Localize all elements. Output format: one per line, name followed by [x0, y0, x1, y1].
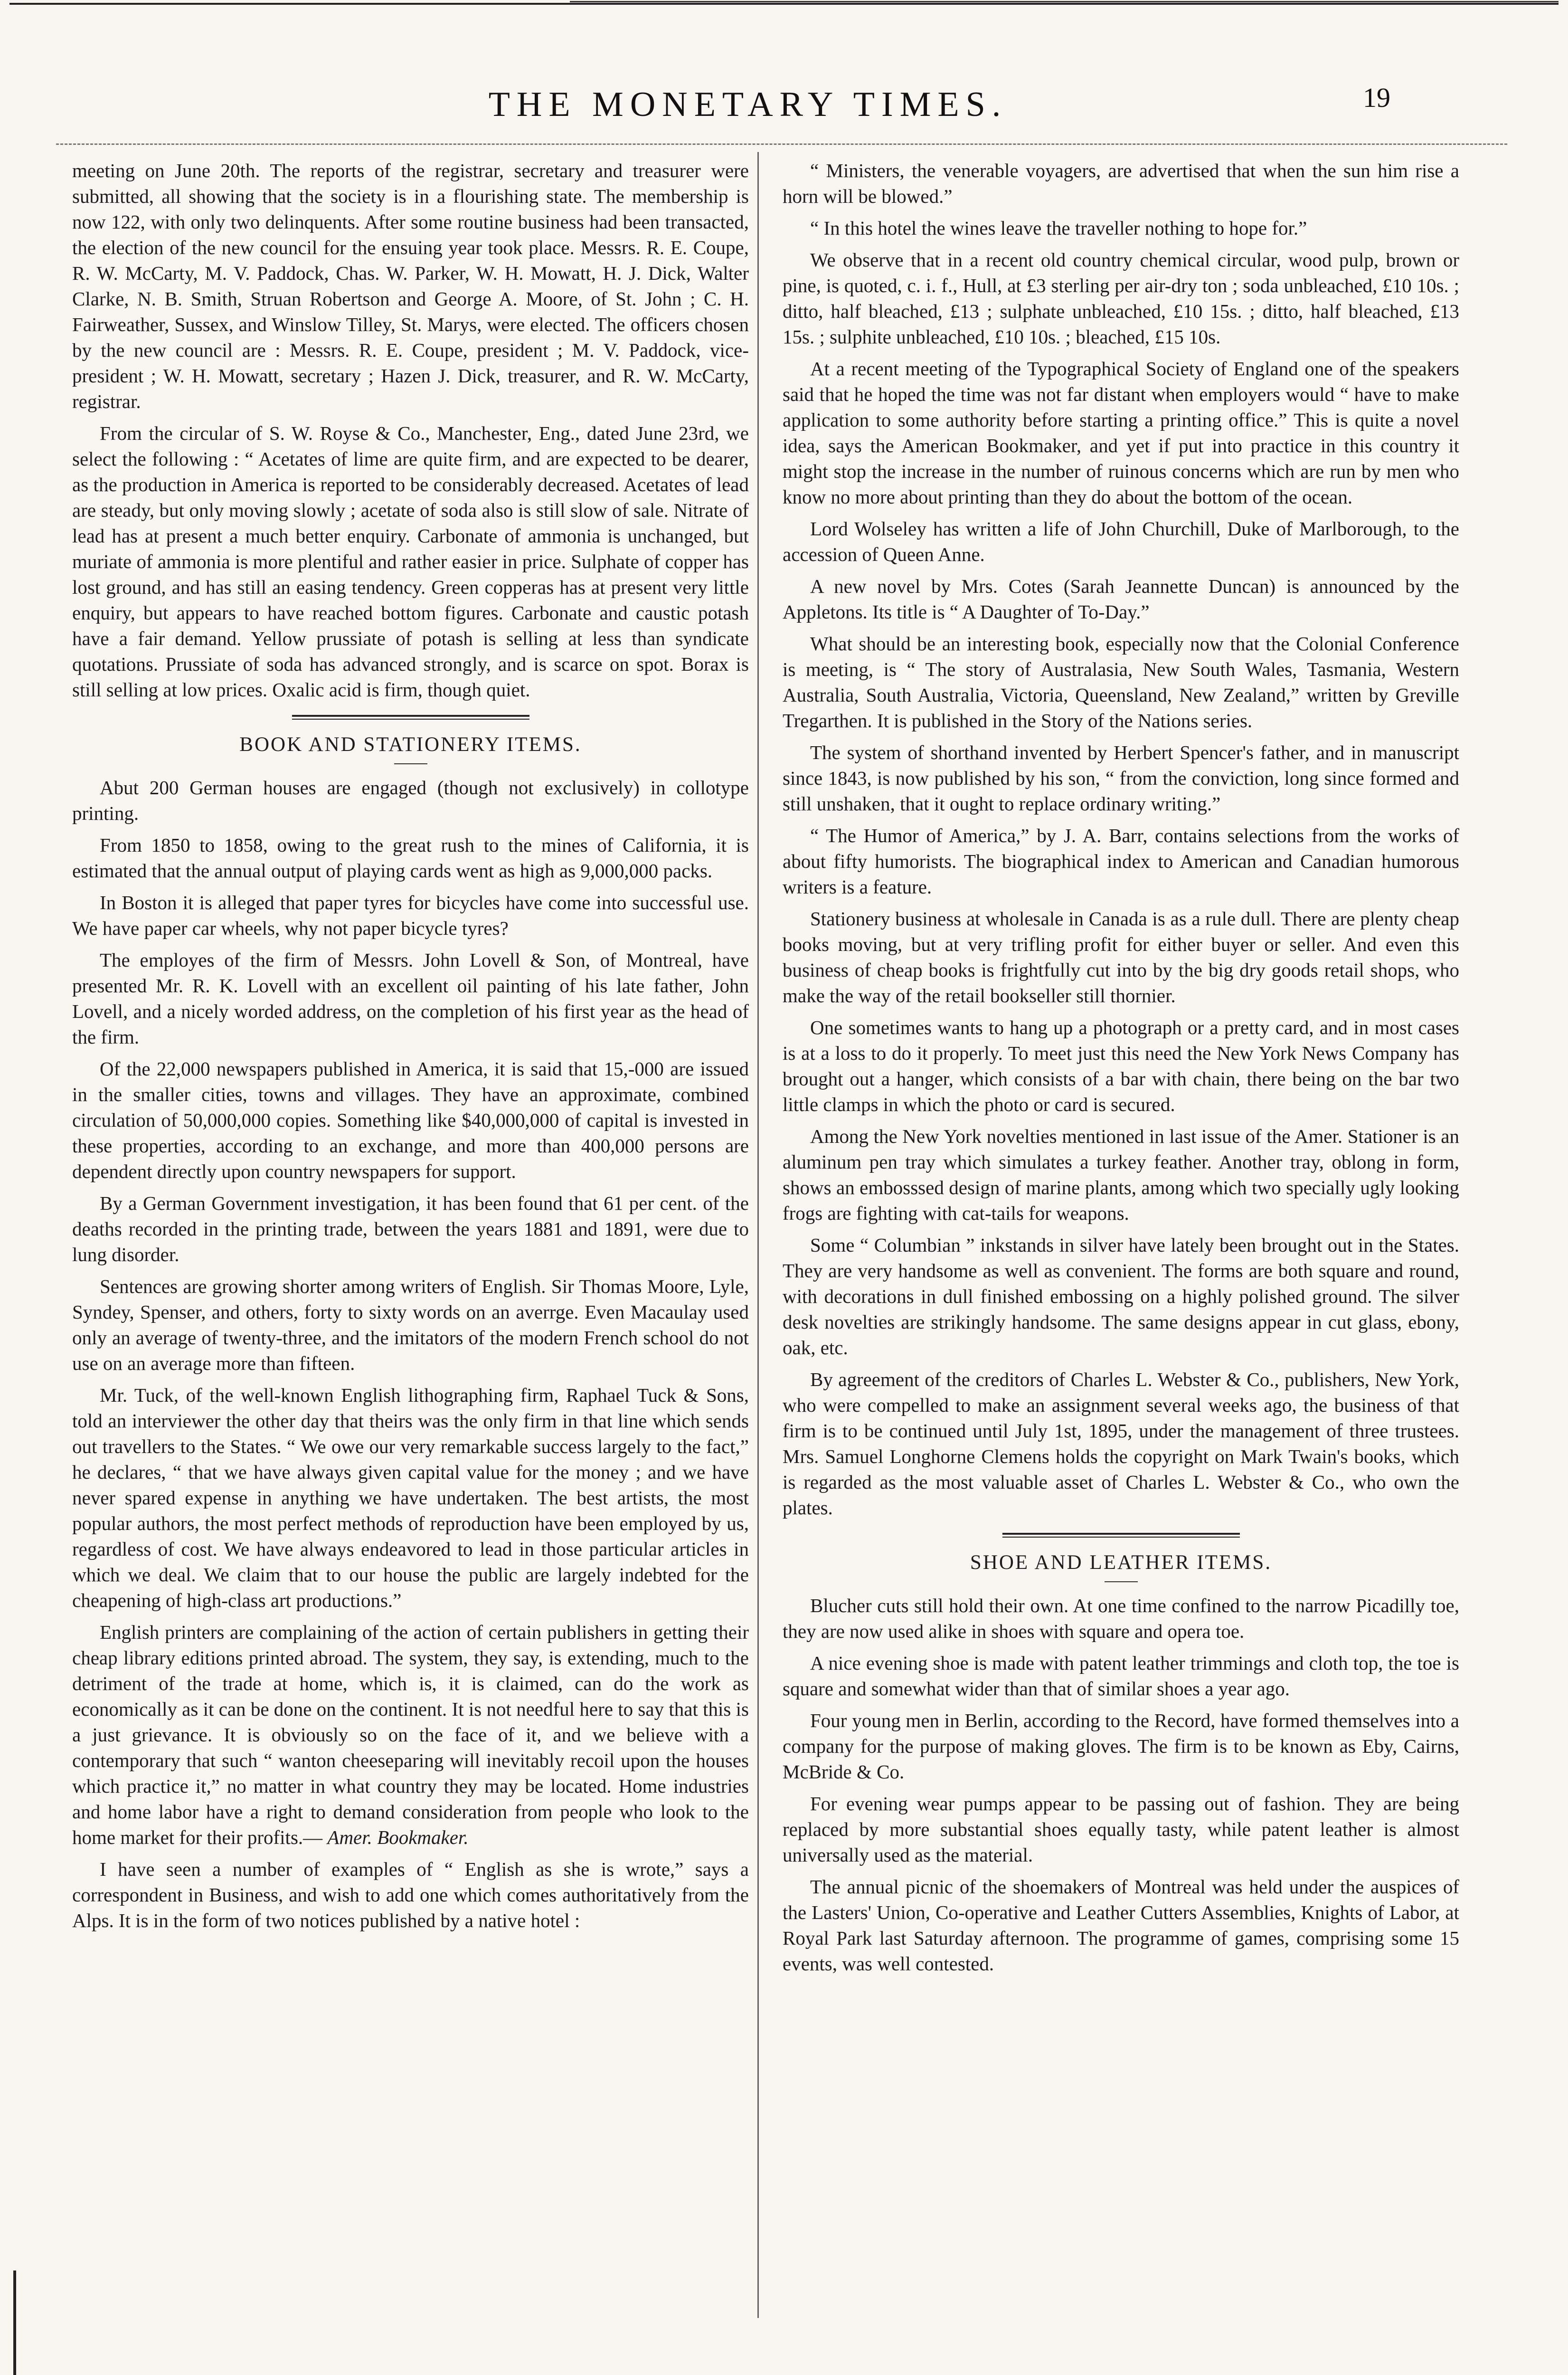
article-paragraph: Stationery business at wholesale in Canada is as a rule dull. There are plenty cheap books moving, but at very trifling profit for either buyer or seller. And even this business of cheap books is frightfully cut into by the big dry goods retail shops, who make the way of the retail bookseller still thornier.: [783, 908, 1459, 1007]
article-paragraph: One sometimes wants to hang up a photograph or a pretty card, and in most cases is at a loss to do it properly. To meet just this need the New York News Company has brought out a hanger, which consists of a bar with chain, there being on the bar two little clamps in which the photo or card is secured.: [783, 1016, 1459, 1115]
article-paragraph: Abut 200 German houses are engaged (though not exclusively) in collotype printing.: [72, 777, 749, 824]
article-paragraph: Four young men in Berlin, according to the Record, have formed themselves into a company for the purpose of making gloves. The firm is to be known as Eby, Cairns, McBride & Co.: [783, 1710, 1459, 1783]
article-paragraph: [72, 1619, 749, 1850]
article-paragraph: I have seen a number of examples of “ English as she is wrote,” says a correspondent in Business, and wish to add one which comes authoritatively from the Alps. It is in the form of two notices published by a native hotel :: [72, 1858, 749, 1931]
left-column: [72, 158, 749, 1939]
article-paragraph: At a recent meeting of the Typographical Society of England one of the speakers said that he hoped the time was not far distant when employers would “ have to make application to some authority before starting a printing office.” This is quite a novel idea, says the American Bookmaker, and yet if put into practice in this country it might stop the increase in the number of ruinous concerns which are run by men who know no more about printing than they do about the bottom of the ocean.: [783, 358, 1459, 508]
article-paragraph: Among the New York novelties mentioned in last issue of the Amer. Stationer is an aluminum pen tray which simulates a turkey feather. Another tray, oblong in form, shows an embosssed design of marine plants, among which two specially ugly looking frogs are fighting with cat-tails for weapons.: [783, 1125, 1459, 1224]
top-border-line: [9, 3, 1559, 5]
section-divider: [292, 715, 529, 720]
page-edge-mark: [13, 2270, 16, 2375]
header-rule: [56, 143, 1507, 145]
section-title-book-stationery: BOOK AND STATIONERY ITEMS.: [239, 733, 582, 756]
section-divider: [1002, 1533, 1240, 1538]
article-paragraph: The employes of the firm of Messrs. John Lovell & Son, of Montreal, have presented Mr. R. K. Lovell with an excellent oil painting of his late father, John Lovell, and a nicely worded address, on the completion of his first year as the head of the firm.: [72, 949, 749, 1048]
article-paragraph: For evening wear pumps appear to be passing out of fashion. They are being replaced by more substantial shoes equally tasty, while patent leather is almost universally used as the material.: [783, 1793, 1459, 1866]
article-paragraph: From 1850 to 1858, owing to the great rush to the mines of California, it is estimated that the annual output of playing cards went as high as 9,000,000 packs.: [72, 834, 749, 882]
article-paragraph: Mr. Tuck, of the well-known English lithographing firm, Raphael Tuck & Sons, told an interviewer the other day that theirs was the only firm in that line which sends out travellers to the States. “ We owe our very remarkable success largely to the fact,” he declares, “ that we have always given capital value for the money ; and we have never spared expense in anything we have undertaken. The best artists, the most popular authors, the most perfect methods of reproduction have been employed by us, regardless of cost. We have always endeavored to lead in those particular articles in which we deal. We claim that to our house the public are largely indebted for the cheapening of high-class art productions.”: [72, 1384, 749, 1611]
article-paragraph: Lord Wolseley has written a life of John Churchill, Duke of Marlborough, to the accession of Queen Anne.: [783, 518, 1459, 565]
article-paragraph: “ In this hotel the wines leave the traveller nothing to hope for.”: [810, 217, 1307, 239]
section-title-underline: [1105, 1581, 1138, 1582]
article-paragraph: The system of shorthand invented by Herbert Spencer's father, and in manuscript since 1843, is now published by his son, “ from the conviction, long since formed and still unshaken, that it ought to replace ordinary writing.”: [783, 741, 1459, 815]
masthead-title: THE MONETARY TIMES.: [488, 85, 1008, 124]
article-paragraph: A new novel by Mrs. Cotes (Sarah Jeannette Duncan) is announced by the Appletons. Its title is “ A Daughter of To-Day.”: [783, 575, 1459, 623]
column-divider: [757, 152, 759, 2318]
article-paragraph: meeting on June 20th. The reports of the registrar, secretary and treasurer were submitted, all showing that the society is in a flourishing state. The membership is now 122, with only two delinquents. After some routine business had been transacted, the election of the new council for the ensuing year took place. Messrs. R. E. Coupe, R. W. McCarty, M. V. Paddock, Chas. W. Parker, W. H. Mowatt, H. J. Dick, Walter Clarke, N. B. Smith, Struan Robertson and George A. Moore, of St. John ; C. H. Fairweather, Sussex, and Winslow Tilley, St. Marys, were elected. The officers chosen by the new council are : Messrs. R. E. Coupe, president ; M. V. Paddock, vice-president ; W. H. Mowatt, secretary ; Hazen J. Dick, treasurer, and R. W. McCarty, registrar.: [72, 160, 749, 412]
page-number: 19: [1363, 82, 1390, 113]
article-paragraph: By a German Government investigation, it has been found that 61 per cent. of the deaths recorded in the printing trade, between the years 1881 and 1891, were due to lung disorder.: [72, 1192, 749, 1265]
top-border-rule: [0, 0, 1568, 7]
top-border-line-secondary: [570, 1, 1559, 2]
article-paragraph: Some “ Columbian ” inkstands in silver have lately been brought out in the States. They are very handsome as well as convenient. The forms are both square and round, with decorations in dull finished embossing on a highly polished ground. The silver desk novelties are strikingly handsome. The same designs appear in cut glass, ebony, oak, etc.: [783, 1234, 1459, 1358]
article-paragraph: The annual picnic of the shoemakers of Montreal was held under the auspices of the Lasters' Union, Co-operative and Leather Cutters Assemblies, Knights of Labor, at Royal Park last Saturday afternoon. The programme of games, comprising some 15 events, was well contested.: [783, 1876, 1459, 1975]
right-column: [783, 158, 1459, 1983]
article-paragraph: “ Ministers, the venerable voyagers, are advertised that when the sun him rise a horn will be blowed.”: [783, 160, 1459, 207]
article-paragraph: Of the 22,000 newspapers published in America, it is said that 15,-000 are issued in the smaller cities, towns and villages. They have an approximate, combined circulation of 50,000,000 copies. Something like $40,000,000 of capital is invested in these properties, according to an exchange, and more than 400,000 persons are dependent directly upon country newspapers for support.: [72, 1058, 749, 1182]
article-paragraph: We observe that in a recent old country chemical circular, wood pulp, brown or pine, is quoted, c. i. f., Hull, at £3 sterling per air-dry ton ; soda unbleached, £10 10s. ; ditto, half bleached, £13 ; sulphate unbleached, £10 15s. ; ditto, half bleached, £13 15s. ; sulphite unbleached, £10 10s. ; bleached, £15 10s.: [783, 249, 1459, 348]
article-paragraph: From the circular of S. W. Royse & Co., Manchester, Eng., dated June 23rd, we select the following : “ Acetates of lime are quite firm, and are expected to be dearer, as the production in America is reported to be considerably decreased. Acetates of lead are steady, but only moving slowly ; acetate of soda also is still slow of sale. Nitrate of lead has at present a much better enquiry. Carbonate of ammonia is unchanged, but muriate of ammonia is more plentiful and rather easier in price. Sulphate of copper has lost ground, and has still an easing tendency. Green copperas has at present very little enquiry, but appears to have reached bottom figures. Carbonate and caustic potash have a fair demand. Yellow prussiate of potash is selling at less than syndicate quotations. Prussiate of soda has advanced strongly, and is scarce on spot. Borax is still selling at low prices. Oxalic acid is firm, though quiet.: [72, 422, 749, 701]
article-paragraph: In Boston it is alleged that paper tyres for bicycles have come into successful use. We have paper car wheels, why not paper bicycle tyres?: [72, 892, 749, 939]
article-paragraph: What should be an interesting book, especially now that the Colonial Conference is meeting, is “ The story of Australasia, New South Wales, Tasmania, Western Australia, South Australia, Victoria, Queensland, New Zealand,” written by Greville Tregarthen. It is published in the Story of the Nations series.: [783, 633, 1459, 732]
article-paragraph: A nice evening shoe is made with patent leather trimmings and cloth top, the toe is square and somewhat wider than that of similar shoes a year ago.: [783, 1652, 1459, 1700]
section-title-underline: [394, 763, 427, 764]
paragraph-text: English printers are complaining of the action of certain publishers in getting their cheap library editions printed abroad. The system, they say, is extending, much to the detriment of the trade at home, which is, it is claimed, can do the work as economically as it can be done on the continent. It is not needful here to say that this is a just grievance. It is obviously so on the face of it, and we believe with a contemporary that such “ wanton cheeseparing will inevitably recoil upon the houses which practice it,” no matter in what country they may be located. Home industries and home labor have a right to demand consideration from people who look to the home market for their profits.—: [72, 1621, 749, 1848]
article-paragraph: Sentences are growing shorter among writers of English. Sir Thomas Moore, Lyle, Syndey, Spenser, and others, forty to sixty words on an averrge. Even Macaulay used only an average of twenty-three, and the imitators of the modern French school do not use on an average more than fifteen.: [72, 1275, 749, 1374]
paragraph-signature: Amer. Bookmaker.: [327, 1826, 469, 1848]
article-paragraph: Blucher cuts still hold their own. At one time confined to the narrow Picadilly toe, they are now used alike in shoes with square and opera toe.: [783, 1595, 1459, 1642]
article-paragraph: “ The Humor of America,” by J. A. Barr, contains selections from the works of about fifty humorists. The biographical index to American and Canadian humorous writers is a feature.: [783, 825, 1459, 898]
section-title-shoe-leather: SHOE AND LEATHER ITEMS.: [970, 1551, 1272, 1574]
article-paragraph: By agreement of the creditors of Charles L. Webster & Co., publishers, New York, who were compelled to make an assignment several weeks ago, the business of that firm is to be continued until July 1st, 1895, under the management of three trustees. Mrs. Samuel Longhorne Clemens holds the copyright on Mark Twain's books, which is regarded as the most valuable asset of Charles L. Webster & Co., who own the plates.: [783, 1368, 1459, 1519]
